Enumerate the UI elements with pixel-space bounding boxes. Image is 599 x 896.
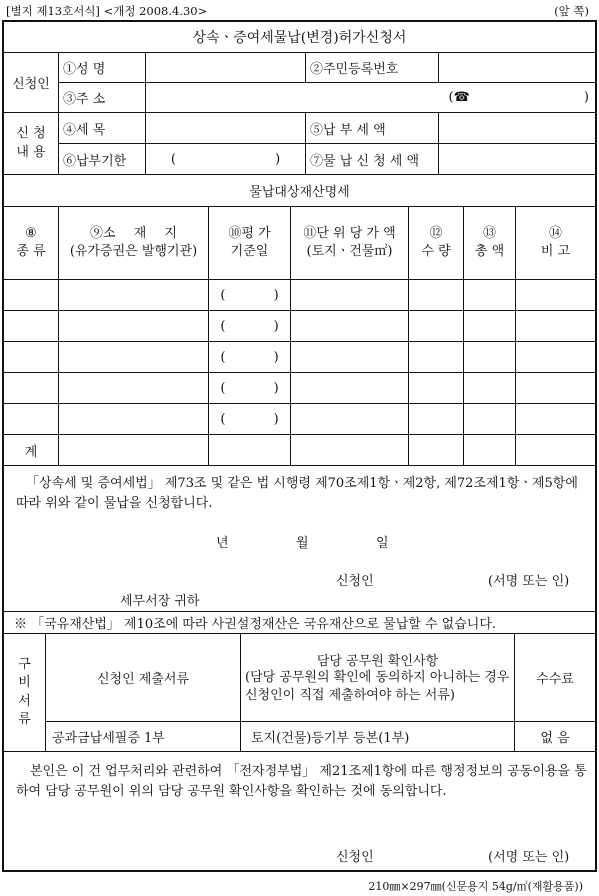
officer-check-item: 토지(건물)등기부 등본(1부)	[241, 722, 515, 752]
asset-row-1-kind[interactable]	[4, 280, 59, 311]
eval-date-paren: ( )	[220, 380, 279, 396]
eval-header-top: ⑩평 가	[228, 225, 271, 241]
asset-row-2-kind[interactable]	[4, 311, 59, 342]
asset-header-location	[59, 207, 209, 280]
consent-sign-note[interactable]: (서명 또는 인)	[488, 850, 570, 865]
asset-row-2-unit[interactable]	[291, 311, 409, 342]
fee-value: 없 음	[515, 722, 595, 752]
address-field[interactable]	[146, 83, 595, 113]
total-note-cell[interactable]	[516, 435, 595, 466]
asset-row-1-total[interactable]	[464, 280, 516, 311]
tax-item-field[interactable]	[146, 113, 306, 144]
asset-row-5-kind[interactable]	[4, 404, 59, 435]
fee-header: 수수료	[515, 634, 595, 722]
asset-row-3-unit[interactable]	[291, 342, 409, 373]
asset-row-5-eval[interactable]	[209, 404, 291, 435]
asset-row-4-eval[interactable]	[209, 373, 291, 404]
asset-row-5-location[interactable]	[59, 404, 209, 435]
asset-header-note	[516, 207, 595, 280]
asset-row-4-location[interactable]	[59, 373, 209, 404]
unit-header-bottom: (토지ㆍ건물㎡)	[306, 244, 393, 259]
form-frame	[2, 20, 597, 872]
location-header-bottom: (유가증권은 발행기관)	[69, 244, 198, 259]
consent-block	[4, 752, 595, 870]
note-header-bottom: 비 고	[540, 244, 571, 259]
unit-header-top: ⑪단 위 당 가 액	[303, 225, 396, 241]
form-header	[0, 0, 599, 22]
paper-spec: 210㎜×297㎜(신문용지 54g/㎡(재활용품))	[368, 880, 583, 893]
asset-header-kind	[4, 207, 59, 280]
asset-row-4-kind[interactable]	[4, 373, 59, 404]
asset-row-3-location[interactable]	[59, 342, 209, 373]
asset-row-4-note[interactable]	[516, 373, 595, 404]
asset-row-2-eval[interactable]	[209, 311, 291, 342]
asset-row-2-note[interactable]	[516, 311, 595, 342]
docs-label-2: 비	[18, 675, 31, 691]
asset-row-1-location[interactable]	[59, 280, 209, 311]
request-section-line1: 신 청	[16, 126, 46, 142]
due-date-paren: ( )	[170, 151, 281, 167]
statement-block	[4, 466, 595, 612]
eval-date-paren: ( )	[220, 349, 279, 365]
applicant-section-label: 신청인	[4, 53, 59, 113]
docs-label-4: 류	[18, 711, 31, 727]
asset-row-4-unit[interactable]	[291, 373, 409, 404]
asset-section-title: 물납대상재산명세	[4, 175, 595, 207]
applicant-docs-item: 공과금납세필증 1부	[46, 722, 241, 752]
officer-check-header	[241, 634, 515, 722]
tax-amount-label: ⑤납 부 세 액	[306, 113, 439, 144]
eval-date-paren: ( )	[220, 411, 279, 427]
form-number: [별지 제13호서식] <개정 2008.4.30>	[6, 4, 208, 18]
asset-row-3-note[interactable]	[516, 342, 595, 373]
page-side: (앞 쪽)	[554, 4, 589, 18]
asset-row-3-eval[interactable]	[209, 342, 291, 373]
phone-field: (☎ )	[448, 90, 589, 105]
quantity-header-top: ⑫	[429, 225, 443, 241]
total-amount-cell[interactable]	[464, 435, 516, 466]
consent-signer-label: 신청인	[336, 850, 374, 865]
request-section-label	[4, 113, 59, 175]
asset-header-unit-price	[291, 207, 409, 280]
due-date-field[interactable]	[146, 144, 306, 175]
total-quantity-cell[interactable]	[409, 435, 464, 466]
rrn-field[interactable]	[439, 53, 595, 83]
asset-row-5-unit[interactable]	[291, 404, 409, 435]
asset-row-3-kind[interactable]	[4, 342, 59, 373]
asset-row-5-note[interactable]	[516, 404, 595, 435]
total-unit-cell[interactable]	[291, 435, 409, 466]
docs-label-1: 구	[18, 657, 31, 673]
due-date-label: ⑥납부기한	[59, 144, 146, 175]
request-section-line2: 내 용	[16, 144, 46, 160]
asset-row-1-quantity[interactable]	[409, 280, 464, 311]
officer-check-title: 담당 공무원 확인사항	[316, 654, 439, 670]
asset-row-2-quantity[interactable]	[409, 311, 464, 342]
asset-row-5-quantity[interactable]	[409, 404, 464, 435]
eval-header-bottom: 기준일	[230, 244, 269, 259]
total-location-cell[interactable]	[59, 435, 209, 466]
asset-row-3-quantity[interactable]	[409, 342, 464, 373]
total-header-top: ⑬	[482, 225, 496, 241]
sign-note[interactable]: (서명 또는 인)	[488, 574, 570, 589]
date-month: 월	[296, 536, 309, 551]
address-label: ③주 소	[59, 83, 146, 113]
asset-row-1-eval[interactable]	[209, 280, 291, 311]
name-label: ①성 명	[59, 53, 146, 83]
quantity-header-bottom: 수 량	[421, 244, 451, 259]
tax-amount-field[interactable]	[439, 113, 595, 144]
asset-row-2-location[interactable]	[59, 311, 209, 342]
asset-header-quantity	[409, 207, 464, 280]
kind-header-bottom: 종 류	[16, 244, 46, 259]
officer-check-note: (담당 공무원의 확인에 동의하지 아니하는 경우 신청인이 직접 제출하여야 하는 서류)	[245, 670, 510, 703]
signer-label: 신청인	[336, 574, 374, 589]
name-field[interactable]	[146, 53, 306, 83]
statement-text: 「상속세 및 증여세법」 제73조 및 같은 법 시행령 제70조제1항ㆍ제2항, 제72조제1항ㆍ제5항에 따라 위와 같이 물납을 신청합니다.	[16, 476, 578, 512]
inkind-amount-label: ⑦물 납 신 청 세 액	[306, 144, 439, 175]
asset-row-4-total[interactable]	[464, 373, 516, 404]
docs-label-3: 서	[18, 693, 31, 709]
asset-header-eval-date	[209, 207, 291, 280]
applicant-docs-header: 신청인 제출서류	[46, 634, 241, 722]
asset-row-1-note[interactable]	[516, 280, 595, 311]
asset-row-2-total[interactable]	[464, 311, 516, 342]
date-year: 년	[216, 536, 229, 551]
asset-row-4-quantity[interactable]	[409, 373, 464, 404]
note-header-top: ⑭	[548, 225, 562, 241]
rrn-label: ②주민등록번호	[306, 53, 439, 83]
form-title: 상속ㆍ증여세물납(변경)허가신청서	[4, 22, 595, 53]
docs-section-label	[4, 634, 46, 752]
kind-header-top: ⑧	[25, 225, 37, 241]
addressee: 세무서장 귀하	[120, 594, 200, 609]
date-day: 일	[376, 536, 389, 551]
eval-date-paren: ( )	[220, 318, 279, 334]
asset-header-total	[464, 207, 516, 280]
eval-date-paren: ( )	[220, 287, 279, 303]
asset-total-label: 계	[4, 435, 59, 466]
asset-row-1-unit[interactable]	[291, 280, 409, 311]
total-header-bottom: 총 액	[474, 244, 505, 259]
tax-item-label: ④세 목	[59, 113, 146, 144]
location-header-top: ⑨소 재 지	[90, 225, 177, 241]
asset-row-3-total[interactable]	[464, 342, 516, 373]
asset-row-5-total[interactable]	[464, 404, 516, 435]
total-eval-cell[interactable]	[209, 435, 291, 466]
consent-text: 본인은 이 건 업무처리와 관련하여 「전자정부법」 제21조제1항에 따른 행정정보의 공동이용을 통하여 담당 공무원이 위의 담당 공무원 확인사항을 확인하는 것에 동의합니다.	[16, 764, 587, 800]
warning-notice: ※ 「국유재산법」 제10조에 따라 사권설정재산은 국유재산으로 물납할 수 없습니다.	[4, 612, 595, 634]
inkind-amount-field[interactable]	[439, 144, 595, 175]
